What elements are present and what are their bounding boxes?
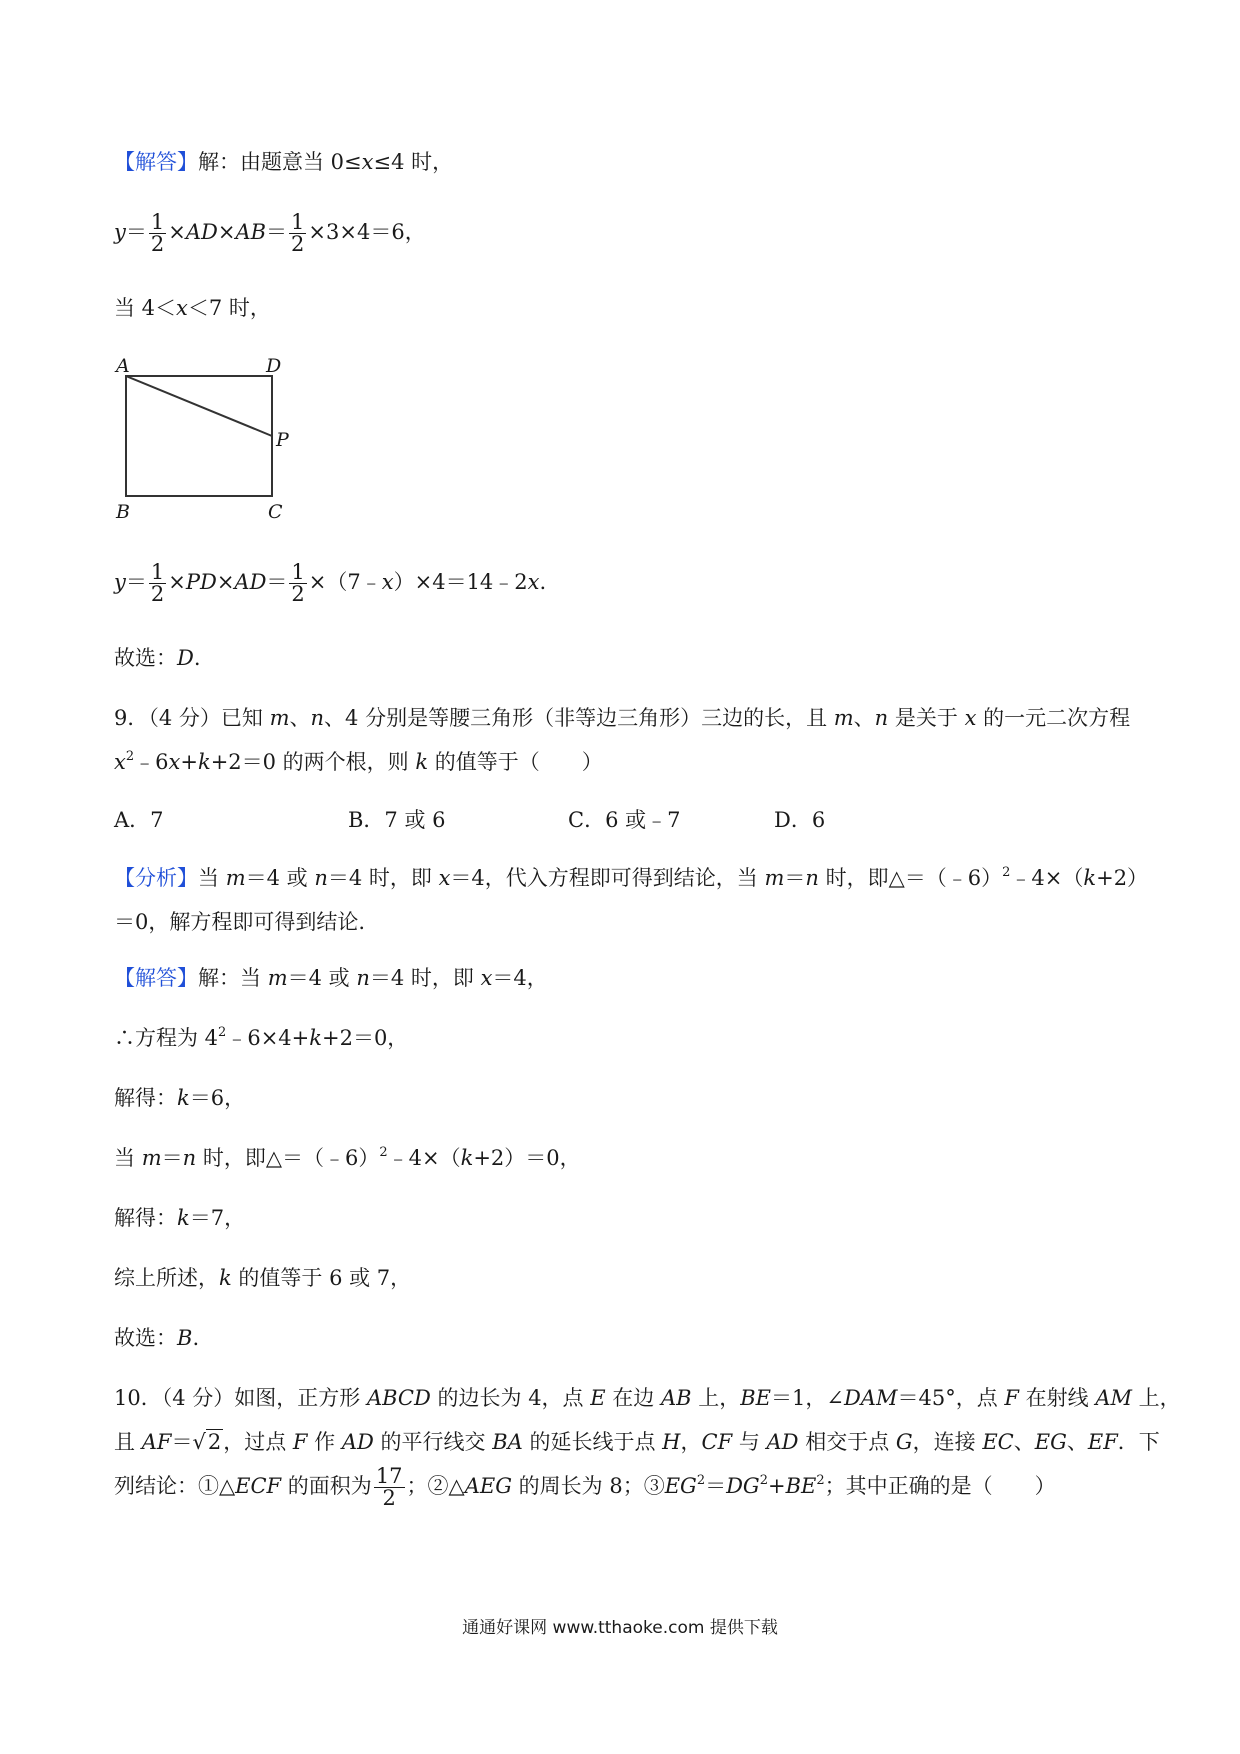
question-9-line-2: $x^2﹣6x+k+2=0$ 的两个根，则 k 的值等于（ ） [114, 749, 603, 774]
question-9-options [114, 808, 1114, 838]
solution2-line-2: ∴方程为 $4^2﹣6\times 4+k+2=0$， [114, 1025, 409, 1050]
option-d: D．6 [774, 808, 826, 832]
solution2-line-6: 综上所述，k 的值等于 6 或 7， [114, 1266, 412, 1290]
rectangle-figure [108, 352, 298, 522]
solution2-line-7: 故选：B. [114, 1326, 200, 1350]
choice-line-1: 故选：D. [114, 646, 201, 670]
analysis-tag: 【分析】 [114, 866, 198, 890]
fraction: $\frac{1}{2}$ [291, 560, 305, 606]
option-c: C．6 或﹣7 [568, 808, 681, 832]
equation-2: y＝ $\frac{1}{2}$ ×PD×AD＝ $\frac{1}{2}$ ×（7﹣x）×4＝14﹣2x. [114, 560, 547, 606]
label-p: P [276, 429, 289, 451]
label-c: C [268, 501, 283, 522]
segment-ap [126, 376, 272, 436]
fraction: $\frac{1}{2}$ [291, 210, 305, 256]
solution-line-1: 【解答】解：由题意当 0≤x≤4 时， [114, 150, 454, 174]
fraction: $\frac{1}{2}$ [150, 560, 165, 606]
equation-1: y＝ $\frac{1}{2}$ ×AD×AB＝ $\frac{1}{2}$ ×3×4＝6， [114, 210, 426, 256]
label-d: D [266, 355, 282, 377]
option-b: B．7 或 6 [348, 808, 446, 832]
question-9-line-1: 9．（4 分）已知 m、n、4 分别是等腰三角形（非等边三角形）三边的长，且 m、n 是关于 x 的一元二次方程 [114, 706, 1131, 730]
case-line: 当 4＜x＜7 时， [114, 296, 271, 320]
label-a: A [116, 355, 130, 377]
question-10-line-3: 列结论：①△ECF 的面积为 $\frac{17}{2}$ ；②△AEG 的周长为 8；$③EG^2=DG^2+BE^2$；其中正确的是（ ） [114, 1464, 1056, 1510]
question-10-line-1: 10．（4 分）如图，正方形 ABCD 的边长为 4，点 E 在边 AB 上，BE＝1，∠DAM＝45°，点 F 在射线 AM 上， [114, 1386, 1181, 1410]
analysis-line-1: 【分析】当 m＝4 或 n＝4 时，即 x＝4，代入方程即可得到结论，当 m＝n 时，即△＝（﹣6）$^2$﹣4×（k+2） [114, 865, 1149, 890]
solution2-line-3: 解得：k＝6， [114, 1086, 246, 1110]
solution2-line-4: 当 m＝n 时，即△＝（﹣6）$^2$﹣4×（k+2）＝0， [114, 1145, 581, 1170]
solution-tag: 【解答】 [114, 966, 198, 990]
analysis-line-2: ＝0，解方程即可得到结论. [114, 910, 366, 934]
fraction: $\frac{1}{2}$ [150, 210, 165, 256]
solution-tag: 【解答】 [114, 150, 198, 174]
rectangle-abcd [126, 376, 272, 496]
option-a: A．7 [114, 808, 164, 832]
fraction: $\frac{17}{2}$ [375, 1464, 403, 1510]
question-10-line-2: 且 AF＝√2，过点 F 作 AD 的平行线交 BA 的延长线于点 H，CF 与 AD 相交于点 G，连接 EC、EG、EF．下 [114, 1430, 1160, 1454]
footer-text: 通通好课网 www.tthaoke.com 提供下载 [462, 1618, 778, 1638]
solution2-line-1: 【解答】解：当 m＝4 或 n＝4 时，即 x＝4， [114, 966, 548, 990]
sqrt-2: √2 [192, 1430, 222, 1454]
label-b: B [116, 501, 130, 522]
solution2-line-5: 解得：k＝7， [114, 1206, 246, 1230]
